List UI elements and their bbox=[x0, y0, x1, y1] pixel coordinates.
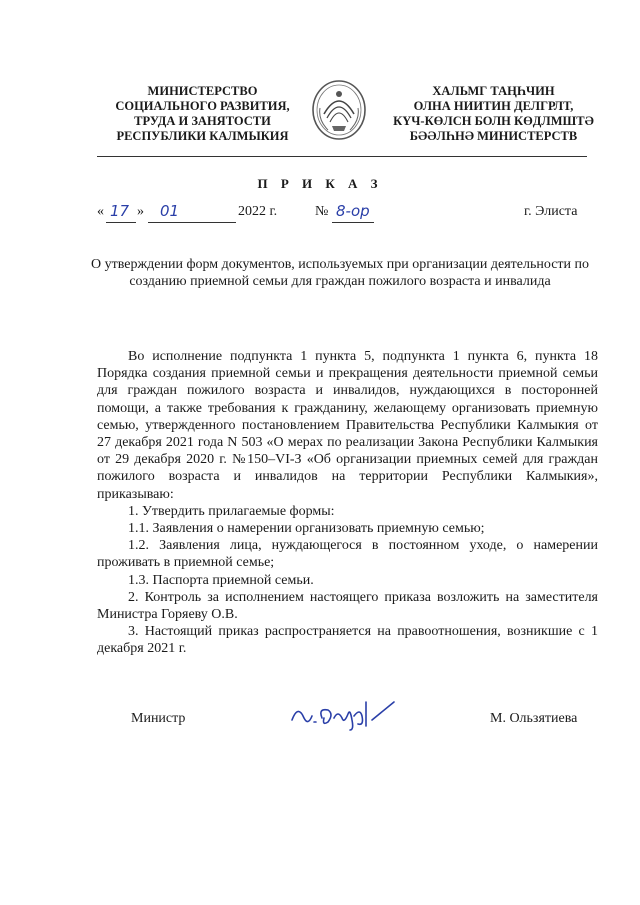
order-body bbox=[97, 348, 598, 658]
coat-of-arms-icon bbox=[310, 78, 368, 142]
month-underline bbox=[148, 222, 236, 223]
number-underline bbox=[332, 222, 374, 223]
order-day: 17 bbox=[110, 202, 130, 220]
ministry-name-kalmyk bbox=[376, 84, 611, 144]
signatory-name: М. Ользятиева bbox=[490, 711, 578, 726]
header-left-line-4: РЕСПУБЛИКИ КАЛМЫКИЯ bbox=[116, 129, 289, 143]
item-1-2: 1.2. Заявления лица, нуждающегося в постоянном уходе, о намерении проживать в приемной семье; bbox=[97, 538, 598, 571]
header-divider bbox=[97, 156, 587, 157]
order-month: 01 bbox=[160, 202, 180, 220]
item-1: 1. Утвердить прилагаемые формы: bbox=[128, 503, 335, 519]
preamble-paragraph: Во исполнение подпункта 1 пункта 5, подпункта 1 пункта 6, пункта 18 Порядка создания приемной семьи и прекращения деятельности приемной семьи для граждан пожилого возраста и инвалидов, нуждающихся в посторонней помощи, а также требования к гражданину, желающему организовать приемную семью, утвержденного постановлением Правительства Республики Калмыкия от 27 декабря 2021 года N 503 «О мерах по реализации Закона Республики Калмыкия от 29 декабря 2020 г. №150–VI-З «Об организации приемных семей для граждан пожилого возраста и инвалидов на территории Республики Калмыкия», приказываю: bbox=[97, 349, 598, 502]
header-right-line-4: БӘӘЛҺНӘ МИНИСТЕРСТВ bbox=[409, 129, 578, 143]
header-right-line-3: КҮЧ-КӨЛСН БОЛН КӨДЛМШТӘ bbox=[393, 114, 594, 128]
item-1-1: 1.1. Заявления о намерении организовать приемную семью; bbox=[128, 521, 485, 537]
item-1-3: 1.3. Паспорта приемной семьи. bbox=[128, 572, 314, 588]
header-left-line-3: ТРУДА И ЗАНЯТОСТИ bbox=[134, 114, 271, 128]
order-number-sign: № bbox=[315, 204, 329, 219]
day-underline bbox=[106, 222, 136, 223]
date-open-quote: « bbox=[97, 204, 104, 219]
item-3: 3. Настоящий приказ распространяется на правоотношения, возникшие с 1 декабря 2021 г. bbox=[97, 624, 598, 657]
order-number: 8-ор bbox=[336, 202, 370, 220]
order-title: О утверждении форм документов, используемых при организации деятельности по созданию приемной семьи для граждан пожилого возраста и инвалида bbox=[90, 257, 590, 289]
order-year: 2022 г. bbox=[238, 204, 278, 219]
document-type-heading: П Р И К А З bbox=[257, 176, 383, 191]
order-city: г. Элиста bbox=[524, 204, 578, 219]
signatory-position: Министр bbox=[131, 711, 186, 726]
header-right-line-2: ОЛНА НИИТИН ДЕЛГРЛТ, bbox=[413, 99, 574, 113]
header-right-line-1: ХАЛЬМГ ТАҢҺЧИН bbox=[432, 84, 555, 98]
header-left-line-2: СОЦИАЛЬНОГО РАЗВИТИЯ, bbox=[115, 99, 290, 113]
ministry-name-russian bbox=[100, 84, 305, 144]
item-2: 2. Контроль за исполнением настоящего приказа возложить на заместителя Министра Горяеву О.В. bbox=[97, 589, 598, 623]
header-left-line-1: МИНИСТЕРСТВО bbox=[147, 84, 258, 98]
handwritten-signature bbox=[288, 696, 400, 732]
date-close-quote: » bbox=[137, 204, 144, 219]
